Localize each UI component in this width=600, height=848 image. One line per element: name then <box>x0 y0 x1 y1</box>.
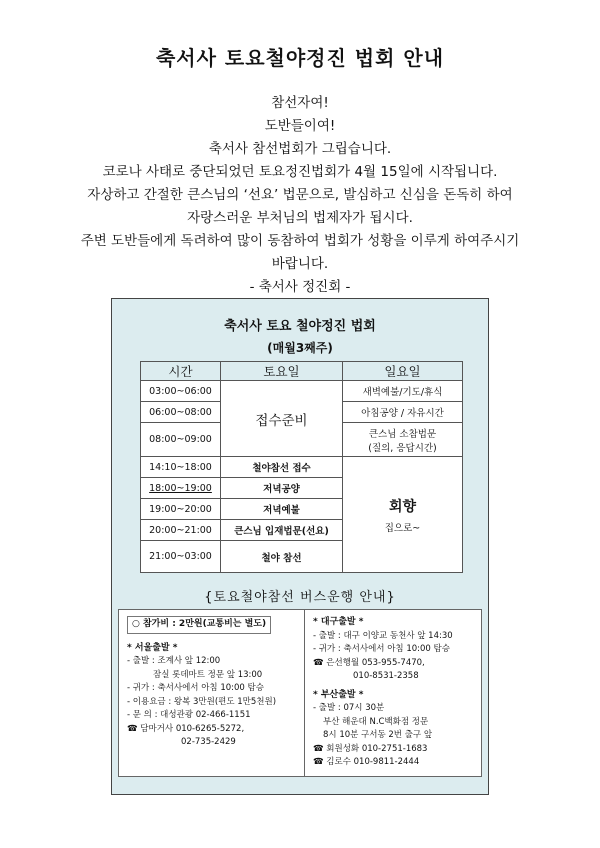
closing-talk-note: (질의, 응답시간) <box>368 442 437 454</box>
sat-dharma-talk: 큰스님 입재법문(선요) <box>221 520 343 541</box>
intro-line: 도반들이여! <box>264 118 336 134</box>
time-cell: 08:00~09:00 <box>141 423 221 457</box>
seoul-line: - 문 의 : 대성관광 02-466-1151 <box>127 710 251 720</box>
seoul-line: 잠실 롯데마트 정문 앞 13:00 <box>153 669 263 680</box>
schedule-title: 축서사 토요 철야정진 법회 <box>224 319 376 334</box>
sat-dinner: 저녁공양 <box>221 478 343 499</box>
seoul-line: ☎ 담마거사 010-6265-5272, <box>127 723 245 734</box>
seoul-heading: * 서울출발 * <box>127 642 178 653</box>
busan-line: - 출발 : 07시 30분 <box>313 703 385 713</box>
bus-title: {토요철야참선 버스운행 안내} <box>204 590 396 605</box>
seoul-line: - 이용요금 : 왕복 3만원(편도 1만5천원) <box>127 696 277 707</box>
intro-line: 참선자여! <box>271 95 329 111</box>
intro-text <box>0 92 600 299</box>
time-cell: 06:00~08:00 <box>141 402 221 423</box>
sat-overnight: 철야 참선 <box>221 541 343 573</box>
sat-registration: 철야참선 접수 <box>221 457 343 478</box>
header-time: 시간 <box>141 362 221 381</box>
header-saturday: 토요일 <box>221 362 343 381</box>
time-cell: 19:00~20:00 <box>141 499 221 520</box>
bus-left-column <box>119 610 305 776</box>
schedule-panel <box>111 298 489 795</box>
sun-dawn: 새벽예불/기도/휴식 <box>343 381 463 402</box>
busan-line: 8시 10분 구서동 2번 출구 앞 <box>323 730 433 740</box>
time-cell: 14:10~18:00 <box>141 457 221 478</box>
intro-line: 축서사 참선법회가 그립습니다. <box>208 141 392 157</box>
schedule-subtitle: (매월3째주) <box>267 341 333 355</box>
intro-line: 코로나 사태로 중단되었던 토요정진법회가 4월 15일에 시작됩니다. <box>102 164 498 180</box>
busan-line: ☎ 김로수 010-9811-2444 <box>313 757 420 767</box>
busan-line: ☎ 회원성화 010-2751-1683 <box>313 743 428 754</box>
bus-right-column <box>305 610 481 776</box>
daegu-line: ☎ 은선행월 053-955-7470, <box>313 657 425 668</box>
time-cell: 03:00~06:00 <box>141 381 221 402</box>
fee-badge: ○ 참가비 : 2만원(교통비는 별도) <box>127 616 271 634</box>
time-cell: 18:00~19:00 <box>141 478 221 499</box>
sun-breakfast: 아침공양 / 자유시간 <box>343 402 463 423</box>
intro-line: 자상하고 간절한 큰스님의 ‘선요’ 법문으로, 발심하고 신심을 돈독히 하여 <box>87 187 513 203</box>
sat-prep: 접수준비 <box>221 381 343 457</box>
busan-heading: * 부산출발 * <box>313 689 364 700</box>
page-title: 축서사 토요철야정진 법회 안내 <box>155 46 445 70</box>
intro-signature: - 축서사 정진회 - <box>249 279 351 295</box>
daegu-line: - 출발 : 대구 이양교 동천사 앞 14:30 <box>313 630 453 641</box>
header-sunday: 일요일 <box>343 362 463 381</box>
seoul-line: - 귀가 : 축서사에서 아침 10:00 탐승 <box>127 683 264 693</box>
daegu-line: - 귀가 : 축서사에서 아침 10:00 탐승 <box>313 644 450 654</box>
schedule-table <box>140 361 463 573</box>
time-cell: 20:00~21:00 <box>141 520 221 541</box>
busan-line: 부산 해운대 N.C백화점 정문 <box>323 716 429 727</box>
intro-line: 바랍니다. <box>271 256 329 272</box>
time-cell: 21:00~03:00 <box>141 541 221 573</box>
daegu-line: 010-8531-2358 <box>353 671 419 681</box>
seoul-line: 02-735-2429 <box>181 737 236 747</box>
closing-talk-label: 큰스님 소참법문 <box>368 428 437 440</box>
return-label: 회향 <box>388 498 417 515</box>
intro-line: 자랑스러운 부처님의 법제자가 됩시다. <box>187 210 413 226</box>
seoul-line: - 출발 : 조계사 앞 12:00 <box>127 656 221 666</box>
sat-evening-service: 저녁예불 <box>221 499 343 520</box>
sun-return <box>343 457 463 573</box>
intro-line: 주변 도반들에게 독려하여 많이 동참하여 법회가 성황을 이루게 하여주시기 <box>80 233 520 249</box>
daegu-heading: * 대구출발 * <box>313 617 364 627</box>
go-home-label: 집으로~ <box>384 522 421 534</box>
sun-closing-talk <box>343 423 463 457</box>
bus-info-box <box>118 609 482 777</box>
